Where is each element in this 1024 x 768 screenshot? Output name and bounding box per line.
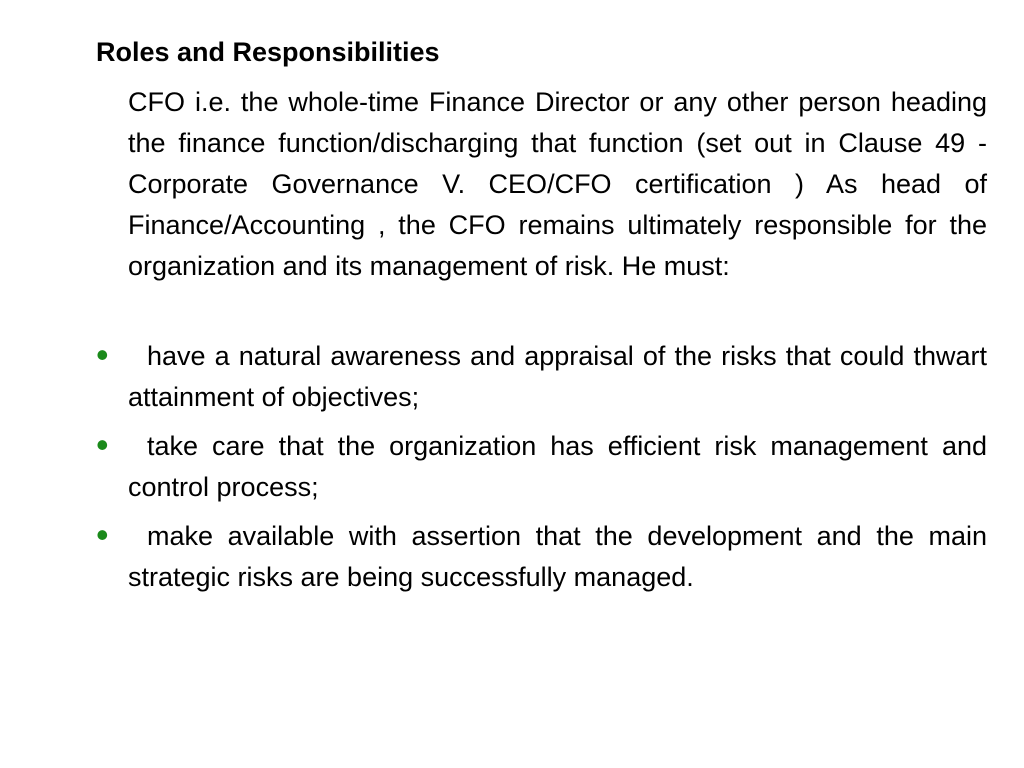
bullet-dot-icon: • (96, 514, 109, 555)
bullet-text: make available with assertion that the development and the main strategic risks are being successfully managed. (128, 521, 987, 592)
slide-heading: Roles and Responsibilities (96, 37, 440, 67)
bullet-item-awareness (96, 336, 987, 418)
bullet-dot-icon: • (96, 424, 109, 465)
bullet-text: have a natural awareness and appraisal of the risks that could thwart attainment of objectives; (128, 341, 987, 412)
intro-paragraph: CFO i.e. the whole-time Finance Director or any other person heading the finance function/discharging that function (set out in Clause 49 - Corporate Governance V. CEO/CFO certification ) As head of Finance/Accounting , the CFO remains ultimately responsible for the organization and its management of risk. He must: (128, 87, 987, 281)
bullet-item-assertion (96, 516, 987, 598)
bullet-dot-icon: • (96, 334, 109, 375)
bullet-text: take care that the organization has efficient risk management and control process; (128, 431, 987, 502)
bullet-list (96, 336, 987, 606)
bullet-item-risk-management (96, 426, 987, 508)
